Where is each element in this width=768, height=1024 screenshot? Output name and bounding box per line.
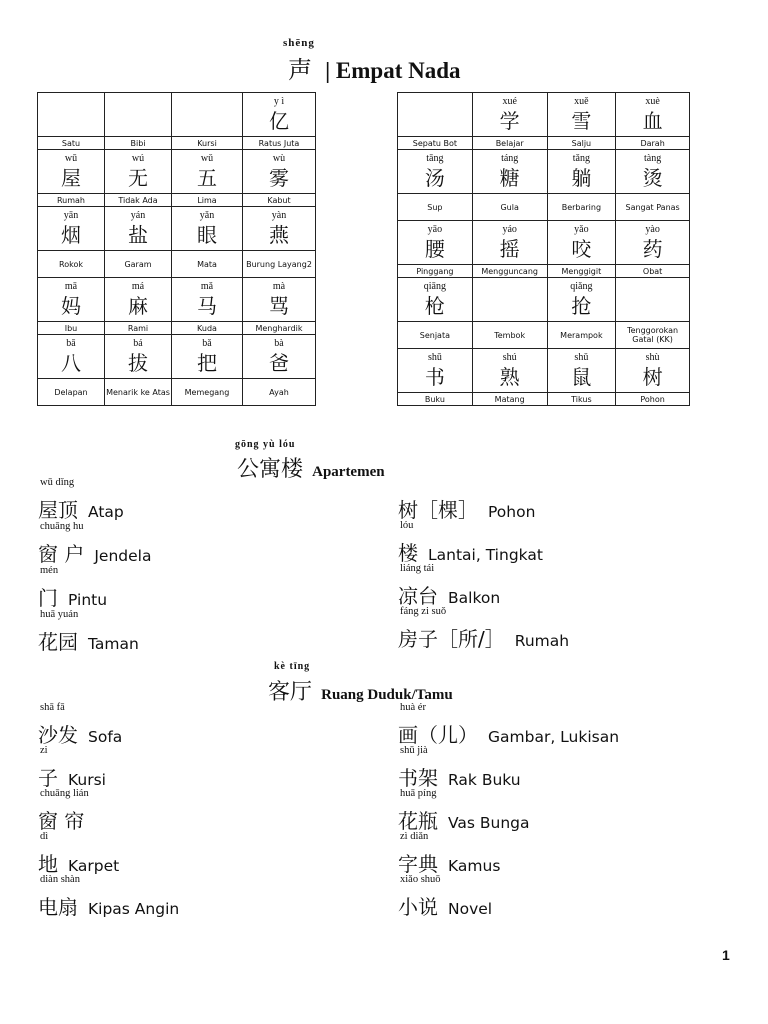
vocab-hanzi: 树［棵］ <box>398 498 478 522</box>
vocab-hanzi: 花园 <box>38 630 78 654</box>
hanzi: 躺 <box>571 166 592 190</box>
char-cell <box>616 278 690 322</box>
vocab-pinyin: chuāng hu <box>40 521 84 532</box>
hanzi: 亿 <box>269 109 289 133</box>
vocab-hanzi: 凉台 <box>398 584 438 608</box>
meaning-cell: Tikus <box>547 393 616 406</box>
apartment-pinyin: gōng yù lóu <box>235 439 296 450</box>
char-cell <box>38 207 105 251</box>
vocab-item <box>398 745 521 791</box>
char-cell <box>243 335 316 379</box>
char-cell <box>105 278 172 322</box>
meaning-row <box>38 379 316 406</box>
hanzi: 八 <box>61 351 81 375</box>
vocab-item <box>38 874 180 920</box>
meaning-row <box>38 194 316 207</box>
hanzi: 骂 <box>269 294 289 318</box>
pinyin: tàng <box>643 153 662 164</box>
char-cell <box>472 150 547 194</box>
vocab-pinyin: xiǎo shuō <box>400 874 441 885</box>
vocab-hanzi: 沙发 <box>38 723 78 747</box>
char-cell <box>38 278 105 322</box>
hanzi: 把 <box>197 351 217 375</box>
vocab-pinyin: dì <box>40 831 49 842</box>
char-cell <box>172 335 243 379</box>
meaning-cell: Pinggang <box>398 265 473 278</box>
meaning-cell: Ibu <box>38 322 105 335</box>
meaning-cell: Sangat Panas <box>616 194 690 221</box>
apartment-hanzi: 公寓楼 <box>237 457 304 482</box>
char-cell <box>398 221 473 265</box>
vocab-pinyin: fáng zi suǒ <box>400 606 447 617</box>
char-cell <box>38 93 105 137</box>
char-row <box>398 278 690 322</box>
char-cell <box>398 93 473 137</box>
pinyin: shǔ <box>574 352 589 363</box>
meaning-cell: Sepatu Bot <box>398 137 473 150</box>
char-row <box>398 349 690 393</box>
meaning-cell: Senjata <box>398 322 473 349</box>
pinyin: yān <box>63 210 79 221</box>
meaning-cell: Bibi <box>105 137 172 150</box>
meaning-cell: Menghardik <box>243 322 316 335</box>
meaning-cell: Burung Layang2 <box>243 251 316 278</box>
char-cell <box>472 221 547 265</box>
vocab-pinyin: shū jià <box>400 745 428 756</box>
vocab-hanzi: 字典 <box>398 852 438 876</box>
char-cell <box>243 93 316 137</box>
left-tone-table <box>37 92 316 406</box>
char-cell <box>398 278 473 322</box>
char-row <box>38 278 316 322</box>
meaning-cell: Buku <box>398 393 473 406</box>
meaning-cell: Sup <box>398 194 473 221</box>
meaning-cell: Matang <box>472 393 547 406</box>
vocab-item <box>398 831 501 877</box>
vocab-pinyin: shā fā <box>40 702 65 713</box>
char-cell <box>38 150 105 194</box>
vocab-meaning: Vas Bunga <box>448 814 530 832</box>
hanzi: 妈 <box>61 294 81 318</box>
hanzi: 咬 <box>571 237 592 261</box>
pinyin: mǎ <box>200 281 214 292</box>
meaning-cell: Berbaring <box>547 194 616 221</box>
char-cell <box>547 93 616 137</box>
hanzi: 爸 <box>269 351 289 375</box>
pinyin: bà <box>274 338 284 349</box>
meaning-row <box>38 322 316 335</box>
vocab-meaning: Jendela <box>94 547 152 565</box>
char-row <box>398 150 690 194</box>
hanzi: 糖 <box>499 166 520 190</box>
vocab-hanzi: 画（儿） <box>398 723 478 747</box>
pinyin: xuè <box>645 96 660 107</box>
pinyin: bá <box>133 338 143 349</box>
apartment-heading <box>237 452 385 483</box>
meaning-cell: Satu <box>38 137 105 150</box>
char-cell <box>172 207 243 251</box>
page-number: 1 <box>722 947 730 963</box>
pinyin: wū <box>64 153 78 164</box>
vocab-pinyin: liáng tái <box>400 563 435 574</box>
meaning-cell: Rumah <box>38 194 105 207</box>
vocab-hanzi: 地 <box>38 852 58 876</box>
vocab-meaning: Karpet <box>68 857 120 875</box>
pinyin: mā <box>64 281 78 292</box>
hanzi: 汤 <box>424 166 445 190</box>
vocab-hanzi: 屋顶 <box>38 498 78 522</box>
meaning-cell: Kuda <box>172 322 243 335</box>
vocab-meaning: Kamus <box>448 857 501 875</box>
hanzi: 抢 <box>571 294 592 318</box>
meaning-cell: Salju <box>547 137 616 150</box>
vocab-item <box>38 521 152 567</box>
hanzi: 枪 <box>424 294 445 318</box>
vocab-meaning: Rak Buku <box>448 771 521 789</box>
vocab-hanzi: 花瓶 <box>398 809 438 833</box>
hanzi: 雾 <box>269 166 289 190</box>
meaning-cell: Garam <box>105 251 172 278</box>
meaning-row <box>398 194 690 221</box>
vocab-item <box>38 745 106 791</box>
vocab-item <box>38 609 139 655</box>
meaning-cell: Ratus Juta <box>243 137 316 150</box>
char-cell <box>172 150 243 194</box>
meaning-cell: Pohon <box>616 393 690 406</box>
meaning-cell: Mengguncang <box>472 265 547 278</box>
char-cell <box>398 349 473 393</box>
meaning-cell: Kursi <box>172 137 243 150</box>
vocab-pinyin: zi <box>40 745 48 756</box>
char-cell <box>172 278 243 322</box>
meaning-cell: Mata <box>172 251 243 278</box>
char-cell <box>243 278 316 322</box>
hanzi: 药 <box>642 237 663 261</box>
hanzi: 树 <box>642 365 663 389</box>
title-pinyin: shēng <box>283 37 315 49</box>
vocab-item <box>38 702 123 748</box>
living-text: Ruang Duduk/Tamu <box>321 687 453 703</box>
vocab-meaning: Gambar, Lukisan <box>488 728 620 746</box>
pinyin: yán <box>130 210 146 221</box>
char-cell <box>105 150 172 194</box>
vocab-item <box>38 565 108 611</box>
page-title <box>288 50 461 85</box>
title-text: | Empat Nada <box>325 58 461 83</box>
hanzi: 拔 <box>128 351 148 375</box>
vocab-item <box>38 788 94 834</box>
hanzi: 腰 <box>424 237 445 261</box>
vocab-pinyin: huā yuán <box>40 609 79 620</box>
char-cell <box>243 207 316 251</box>
vocab-meaning: Kursi <box>68 771 106 789</box>
hanzi: 燕 <box>269 223 289 247</box>
vocab-item <box>398 606 570 652</box>
char-row <box>38 335 316 379</box>
vocab-hanzi: 书架 <box>398 766 438 790</box>
pinyin: bǎ <box>202 338 212 349</box>
meaning-cell: Kabut <box>243 194 316 207</box>
hanzi: 摇 <box>499 237 520 261</box>
char-cell <box>547 349 616 393</box>
char-cell <box>616 349 690 393</box>
vocab-pinyin: diàn shàn <box>40 874 80 885</box>
char-cell <box>547 150 616 194</box>
vocab-meaning: Pohon <box>488 503 536 521</box>
meaning-row <box>398 393 690 406</box>
meaning-cell: Belajar <box>472 137 547 150</box>
pinyin: y ì <box>273 96 285 107</box>
pinyin: qiǎng <box>570 281 593 292</box>
meaning-row <box>398 322 690 349</box>
vocab-hanzi: 房子［所/］ <box>398 627 505 651</box>
pinyin: wǔ <box>200 153 214 164</box>
pinyin: táng <box>501 153 519 164</box>
meaning-cell: Tembok <box>472 322 547 349</box>
char-cell <box>472 93 547 137</box>
char-row <box>38 93 316 137</box>
char-cell <box>105 93 172 137</box>
vocab-item <box>38 831 120 877</box>
char-cell <box>398 150 473 194</box>
vocab-hanzi: 窗 户 <box>38 542 85 566</box>
vocab-item <box>398 788 530 834</box>
char-cell <box>616 150 690 194</box>
char-cell <box>547 278 616 322</box>
vocab-pinyin: huà ér <box>400 702 426 713</box>
pinyin: má <box>131 281 145 292</box>
apartment-text: Apartemen <box>312 464 385 480</box>
pinyin: xuě <box>574 96 589 107</box>
pinyin: tāng <box>426 153 444 164</box>
vocab-pinyin: zì diǎn <box>400 831 429 842</box>
pinyin: shū <box>427 352 442 363</box>
meaning-row <box>398 265 690 278</box>
title-hanzi: 声 <box>288 56 312 84</box>
vocab-item <box>398 874 493 920</box>
hanzi: 无 <box>128 166 148 190</box>
char-cell <box>105 335 172 379</box>
vocab-meaning: Balkon <box>448 589 501 607</box>
hanzi: 眼 <box>197 223 217 247</box>
vocab-item <box>398 494 535 523</box>
char-cell <box>243 150 316 194</box>
vocab-hanzi: 子 <box>38 766 58 790</box>
pinyin: shù <box>645 352 660 363</box>
char-cell <box>547 221 616 265</box>
vocab-pinyin: huā píng <box>400 788 437 799</box>
hanzi: 盐 <box>128 223 148 247</box>
hanzi: 血 <box>642 109 663 133</box>
right-tone-table <box>397 92 690 406</box>
meaning-cell: Rami <box>105 322 172 335</box>
hanzi: 学 <box>499 109 520 133</box>
meaning-cell: Merampok <box>547 322 616 349</box>
char-row <box>38 150 316 194</box>
hanzi: 马 <box>197 294 217 318</box>
meaning-cell: Menarik ke Atas <box>105 379 172 406</box>
pinyin: yáo <box>502 224 517 235</box>
hanzi: 烫 <box>642 166 663 190</box>
hanzi: 五 <box>197 166 217 190</box>
meaning-row <box>38 251 316 278</box>
vocab-hanzi: 门 <box>38 586 58 610</box>
vocab-pinyin: mén <box>40 565 59 576</box>
meaning-cell: Delapan <box>38 379 105 406</box>
pinyin: wù <box>272 153 286 164</box>
hanzi: 鼠 <box>571 365 592 389</box>
meaning-cell: Ayah <box>243 379 316 406</box>
vocab-meaning: Novel <box>448 900 493 918</box>
pinyin: shú <box>502 352 517 363</box>
vocab-meaning: Taman <box>88 635 139 653</box>
meaning-cell: Lima <box>172 194 243 207</box>
vocab-meaning: Pintu <box>68 591 108 609</box>
living-hanzi: 客厅 <box>268 680 313 705</box>
vocab-item <box>398 563 501 609</box>
char-cell <box>472 278 547 322</box>
meaning-cell: Menggigit <box>547 265 616 278</box>
vocab-meaning: Kipas Angin <box>88 900 180 918</box>
vocab-item <box>398 520 543 566</box>
vocab-meaning: Rumah <box>514 632 570 650</box>
char-cell <box>616 221 690 265</box>
meaning-row <box>38 137 316 150</box>
vocab-pinyin: chuāng lián <box>40 788 89 799</box>
pinyin: bā <box>66 338 76 349</box>
pinyin: tǎng <box>572 153 590 164</box>
vocab-item <box>38 477 124 523</box>
char-cell <box>38 335 105 379</box>
pinyin: yàn <box>271 210 287 221</box>
char-cell <box>472 349 547 393</box>
char-cell <box>105 207 172 251</box>
pinyin: wú <box>131 153 145 164</box>
char-row <box>398 221 690 265</box>
hanzi: 雪 <box>571 109 592 133</box>
pinyin: qiāng <box>423 281 446 292</box>
hanzi: 麻 <box>128 294 148 318</box>
vocab-hanzi: 电扇 <box>38 895 78 919</box>
vocab-hanzi: 窗 帘 <box>38 809 85 833</box>
char-row <box>38 207 316 251</box>
char-cell <box>616 93 690 137</box>
vocab-meaning: Sofa <box>88 728 123 746</box>
char-row <box>398 93 690 137</box>
vocab-meaning: Lantai, Tingkat <box>428 546 543 564</box>
vocab-hanzi: 楼 <box>398 541 418 565</box>
pinyin: yào <box>645 224 660 235</box>
pinyin: mà <box>272 281 286 292</box>
hanzi: 书 <box>424 365 445 389</box>
pinyin: xué <box>502 96 517 107</box>
vocab-pinyin: wū dǐng <box>40 477 75 488</box>
pinyin: yǎn <box>199 210 215 221</box>
meaning-cell: Gula <box>472 194 547 221</box>
meaning-cell: Tidak Ada <box>105 194 172 207</box>
vocab-meaning: Atap <box>88 503 124 521</box>
hanzi: 烟 <box>61 223 81 247</box>
hanzi: 熟 <box>499 365 520 389</box>
pinyin: yāo <box>427 224 443 235</box>
char-cell <box>172 93 243 137</box>
vocab-hanzi: 小说 <box>398 895 438 919</box>
meaning-cell: Obat <box>616 265 690 278</box>
meaning-cell: Tenggorokan Gatal (KK) <box>616 322 690 349</box>
vocab-item <box>398 702 620 748</box>
meaning-row <box>398 137 690 150</box>
pinyin: yǎo <box>574 224 589 235</box>
meaning-cell: Rokok <box>38 251 105 278</box>
living-pinyin: kè tīng <box>274 661 311 672</box>
meaning-cell: Darah <box>616 137 690 150</box>
hanzi: 屋 <box>61 166 81 190</box>
meaning-cell: Memegang <box>172 379 243 406</box>
vocab-pinyin: lóu <box>400 520 414 531</box>
